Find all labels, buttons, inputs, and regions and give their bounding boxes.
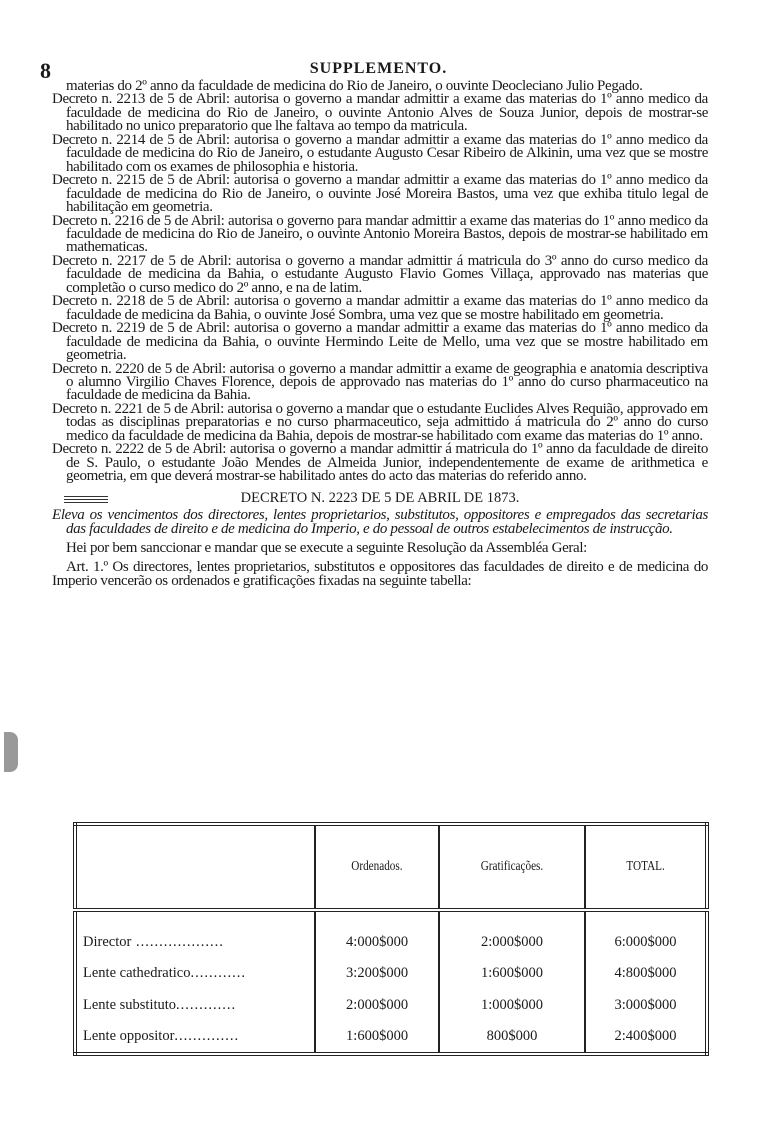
- decree-entry-2217: Decreto n. 2217 de 5 de Abril: autorisa o governo a mandar admittir á matricula do 3º anno do curso medico da faculdade de medicina da Bahia, o estudante Augusto Flavio Gomes Villaça, approvado nas materias que completão o curso medico do 2º anno, e na de latim.: [52, 252, 708, 296]
- cell-gratificacoes: 1:600$000: [439, 958, 585, 989]
- decree-entry-2216: Decreto n. 2216 de 5 de Abril: autorisa o governo para mandar admittir a exame das materias do 1º anno medico da faculdade de medicina do Rio de Janeiro, o ouvinte Antonio Moreira Bastos, depois de mostrar-se habilitado em mathematicas.: [52, 212, 708, 256]
- cell-total: 2:400$000: [585, 1021, 707, 1054]
- decree-heading: DECRETO N. 2223 DE 5 DE ABRIL DE 1873.: [240, 489, 520, 506]
- decree-entry-2214: Decreto n. 2214 de 5 de Abril: autorisa o governo a mandar admittir a exame das materias do 1º anno medico da faculdade de medicina do Rio de Janeiro, o estudante Augusto Cesar Ribeiro de Alkinin, uma vez que se mostre habilitado com os exames de philosophia e historia.: [52, 131, 708, 175]
- table-row: [75, 910, 707, 958]
- decree-entry-2213: Decreto n. 2213 de 5 de Abril: autorisa o governo a mandar admittir a exame das materias do 1º anno medico da faculdade de medicina do Rio de Janeiro, o ouvinte Antonio Alves de Souza Junior, depois de mostrar-se habilitado no unico preparatorio que lhe faltava ao tempo da matricula.: [52, 91, 708, 135]
- decree-entry-2220: Decreto n. 2220 de 5 de Abril: autorisa o governo a mandar admittir a exame de geographia e anatomia descriptiva o alumno Virgilio Chaves Florence, depois de approvado nas materias do 1º anno do curso pharmaceutico na faculdade de medicina da Bahia.: [52, 360, 708, 404]
- decree-entry-2219: Decreto n. 2219 de 5 de Abril: autorisa o governo a mandar admittir a exame das materias do 1º anno medico da faculdade de medicina da Bahia, o ouvinte Hermindo Leite de Mello, uma vez que se mostre habilitado em geometria.: [52, 320, 708, 364]
- paragraph: materias do 2º anno da faculdade de medicina do Rio de Janeiro, o ouvinte Deocleciano Julio Pegado.: [66, 78, 643, 94]
- header-blank: [99, 824, 291, 910]
- decree-heading-block: [52, 489, 708, 506]
- row-label-text: Lente oppositor: [83, 1027, 175, 1044]
- row-label-text: Director: [83, 933, 132, 950]
- table-row: [75, 1021, 707, 1054]
- table-header-row: [75, 824, 707, 910]
- page-edge-mark: [4, 732, 18, 772]
- cell-gratificacoes: 2:000$000: [439, 910, 585, 958]
- cell-ordenados: 4:000$000: [315, 910, 439, 958]
- salary-table: [73, 822, 709, 1056]
- decree-entry-2215: Decreto n. 2215 de 5 de Abril: autorisa o governo a mandar admittir a exame das materias do 1º anno medico da faculdade de medicina do Rio de Janeiro, o ouvinte José Moreira Bastos, uma vez que exhiba titulo legal de habilitação em geometria.: [52, 172, 708, 216]
- cell-total: 6:000$000: [585, 910, 707, 958]
- header-total: TOTAL.: [597, 824, 695, 910]
- cell-ordenados: 2:000$000: [315, 990, 439, 1021]
- header-ordenados: Ordenados.: [328, 824, 427, 910]
- decree-entry-2218: Decreto n. 2218 de 5 de Abril: autorisa o governo a mandar admittir a exame das materias do 1º anno medico da faculdade de medicina da Bahia, o ouvinte José Sombra, uma vez que se mostre habilitado em geometria.: [52, 293, 708, 323]
- decree-entry-2222: Decreto n. 2222 de 5 de Abril: autorisa o governo a mandar admittir á matricula do 1º anno da faculdade de direito de S. Paulo, o estudante João Mendes de Almeida Junior, independentemente de exame de arithmetica e geometria, em que deverá mostrar-se habilitado antes do acto das materias do referido anno.: [52, 441, 708, 485]
- table-row: [75, 958, 707, 989]
- table-row: [75, 990, 707, 1021]
- row-label: Lente oppositor..............: [83, 1027, 240, 1044]
- cell-total: 4:800$000: [585, 958, 707, 989]
- cell-gratificacoes: 1:000$000: [439, 990, 585, 1021]
- ornament-icon: [64, 494, 108, 503]
- page-number: 8: [40, 58, 51, 83]
- decree-summary: Eleva os vencimentos dos directores, lentes proprietarios, substitutos, oppositores e empregados das secretarias das faculdades de direito e de medicina do Imperio, e do pessoal de outros estabelecimentos de instrucção.: [52, 507, 708, 537]
- decree-preamble: Hei por bem sanccionar e mandar que se execute a seguinte Resolução da Assembléa Geral:: [66, 539, 587, 556]
- running-title: SUPPLEMENTO.: [309, 60, 448, 77]
- cell-gratificacoes: 800$000: [439, 1021, 585, 1054]
- cell-ordenados: 1:600$000: [315, 1021, 439, 1054]
- row-label: Lente cathedratico............: [83, 965, 246, 982]
- row-label-text: Lente substituto: [83, 996, 177, 1013]
- document-body: [52, 80, 708, 588]
- row-label: Director ...................: [83, 933, 224, 950]
- decree-entry-2221: Decreto n. 2221 de 5 de Abril: autorisa o governo a mandar que o estudante Euclides Alves Requião, approvado em todas as disciplinas preparatorias e no curso pharmaceutico, seja admittido á matricula do 2º anno do curso medico da faculdade de medicina da Bahia, depois de mostrar-se habilitado com exame das materias do 1º anno.: [52, 400, 708, 444]
- decree-article-1: Art. 1.º Os directores, lentes proprietarios, substitutos e oppositores das faculdades de direito e de medicina do Imperio vencerão os ordenados e gratificações fixadas na seguinte tabella:: [52, 559, 708, 589]
- row-label-text: Lente cathedratico: [83, 965, 191, 982]
- header-gratificacoes: Gratificações.: [454, 824, 571, 910]
- cell-ordenados: 3:200$000: [315, 958, 439, 989]
- row-label: Lente substituto.............: [83, 996, 237, 1013]
- cell-total: 3:000$000: [585, 990, 707, 1021]
